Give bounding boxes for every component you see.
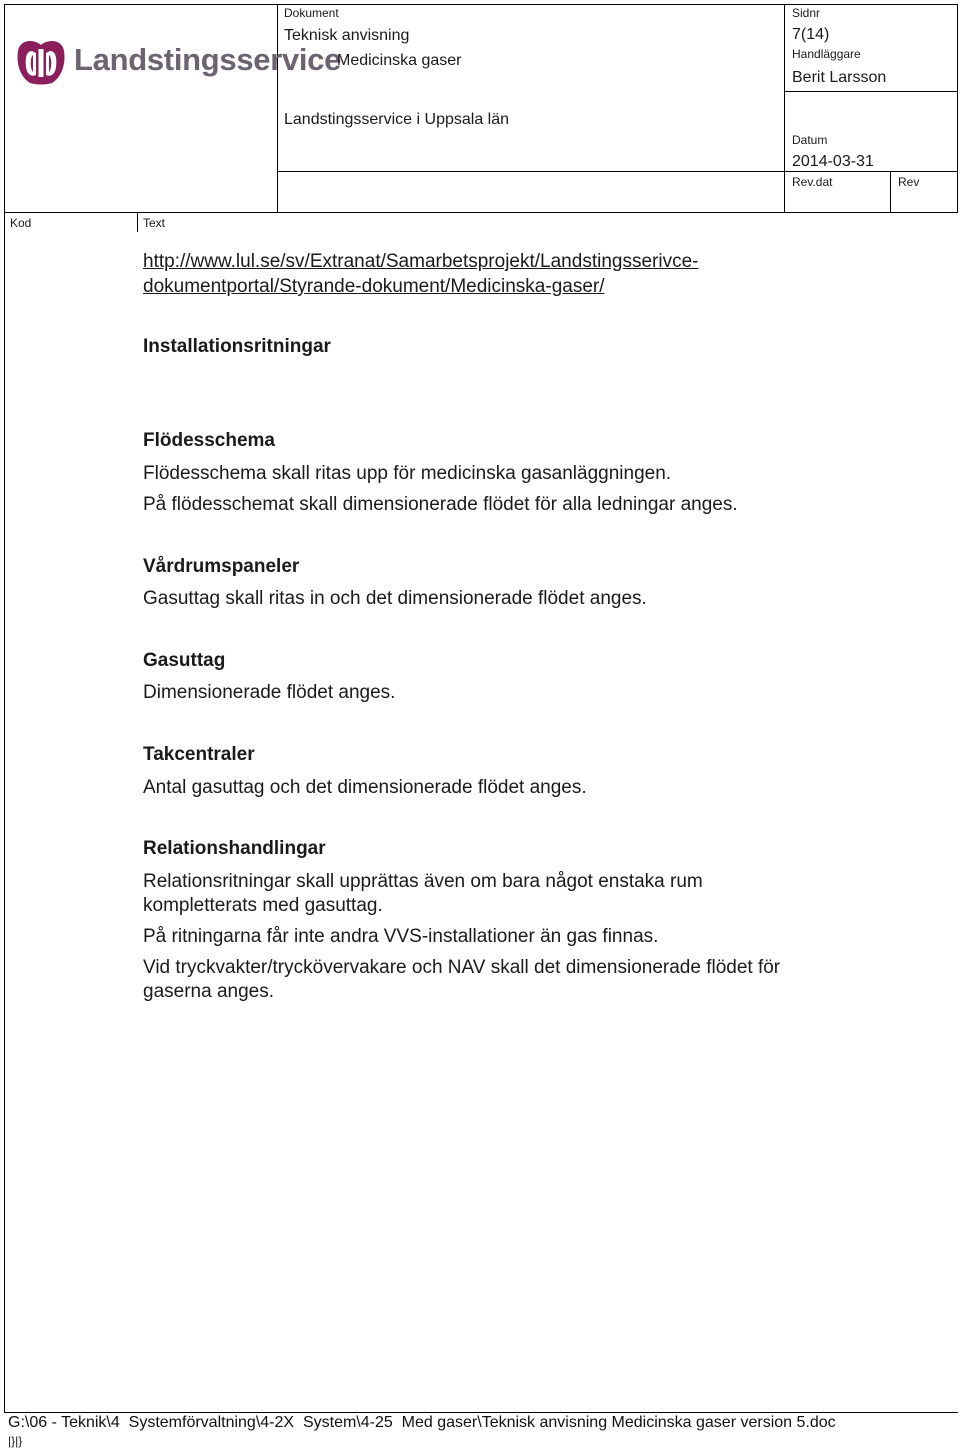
text-label: Text	[143, 216, 166, 230]
doc-title: Medicinska gaser	[337, 52, 462, 69]
logo	[16, 37, 342, 87]
sidnr-value: 7(14)	[792, 26, 830, 43]
revdat-label: Rev.dat	[792, 175, 833, 189]
gasuttag-paragraph: Dimensionerade flödet anges.	[143, 682, 396, 703]
handlaggare-label: Handläggare	[792, 47, 861, 61]
rev-label: Rev	[898, 175, 920, 189]
datum-label: Datum	[792, 133, 828, 147]
flodesschema-paragraph-2: På flödesschemat skall dimensionerade flödet för alla ledningar anges.	[143, 494, 738, 515]
relation-paragraph-3	[143, 956, 780, 1004]
relation-paragraph-1-line1: Relationsritningar skall upprättas även om bara något enstaka rum	[143, 871, 703, 892]
header-revdat-divider	[890, 171, 891, 213]
reference-link[interactable]	[143, 249, 943, 299]
header-divider-logo	[277, 4, 278, 213]
handlaggare-value: Berit Larsson	[792, 69, 887, 86]
flodesschema-paragraph-1: Flödesschema skall ritas upp för medicinska gasanläggningen.	[143, 463, 672, 484]
footer-code: |}|}	[8, 1434, 23, 1448]
gasuttag-heading: Gasuttag	[143, 650, 226, 671]
dokument-label: Dokument	[284, 6, 339, 20]
relation-paragraph-3-line1: Vid tryckvakter/tryckövervakare och NAV skall det dimensionerade flödet för	[143, 957, 781, 978]
relation-paragraph-3-line2: gaserna anges.	[143, 981, 274, 1002]
relation-paragraph-2: På ritningarna får inte andra VVS-installationer än gas finnas.	[143, 926, 659, 947]
footer-top-border	[4, 1412, 958, 1413]
header-top-border	[4, 4, 958, 5]
sidnr-label: Sidnr	[792, 6, 821, 20]
document-body	[143, 249, 943, 299]
vardrum-paragraph: Gasuttag skall ritas in och det dimensionerade flödet anges.	[143, 588, 647, 609]
doc-type: Teknisk anvisning	[284, 27, 410, 44]
file-path: G:\06 - Teknik\4 Systemförvaltning\4-2X System\4-25 Med gaser\Teknisk anvisning Medicinska gaser version 5.doc	[8, 1414, 836, 1431]
header-divider-meta	[784, 4, 785, 213]
vardrum-heading: Vårdrumspaneler	[143, 556, 300, 577]
footer-left-border	[4, 213, 5, 1413]
datum-value: 2014-03-31	[792, 153, 874, 170]
header-left-border	[4, 4, 5, 213]
logo-mark-icon	[16, 37, 66, 85]
takcentraler-paragraph: Antal gasuttag och det dimensionerade flödet anges.	[143, 777, 587, 798]
relation-paragraph-1-line2: kompletterats med gasuttag.	[143, 895, 383, 916]
flodesschema-heading: Flödesschema	[143, 430, 275, 451]
installation-heading: Installationsritningar	[143, 336, 331, 357]
reference-link-line2: dokumentportal/Styrande-dokument/Medicinska-gaser/	[143, 276, 605, 297]
header-bottom-border	[4, 212, 958, 213]
brand-name: Landstingsservice	[74, 42, 342, 77]
header-hline-sidnr	[784, 91, 958, 92]
organization: Landstingsservice i Uppsala län	[284, 111, 510, 128]
takcentraler-heading: Takcentraler	[143, 744, 255, 765]
reference-link-line1: http://www.lul.se/sv/Extranat/Samarbetsprojekt/Landstingsserivce-	[143, 251, 699, 272]
kod-divider	[137, 212, 138, 232]
header-right-border	[957, 4, 958, 213]
relation-paragraph-1	[143, 870, 703, 918]
header-hline-mid	[277, 171, 958, 172]
kod-label: Kod	[10, 216, 32, 230]
relation-heading: Relationshandlingar	[143, 838, 326, 859]
